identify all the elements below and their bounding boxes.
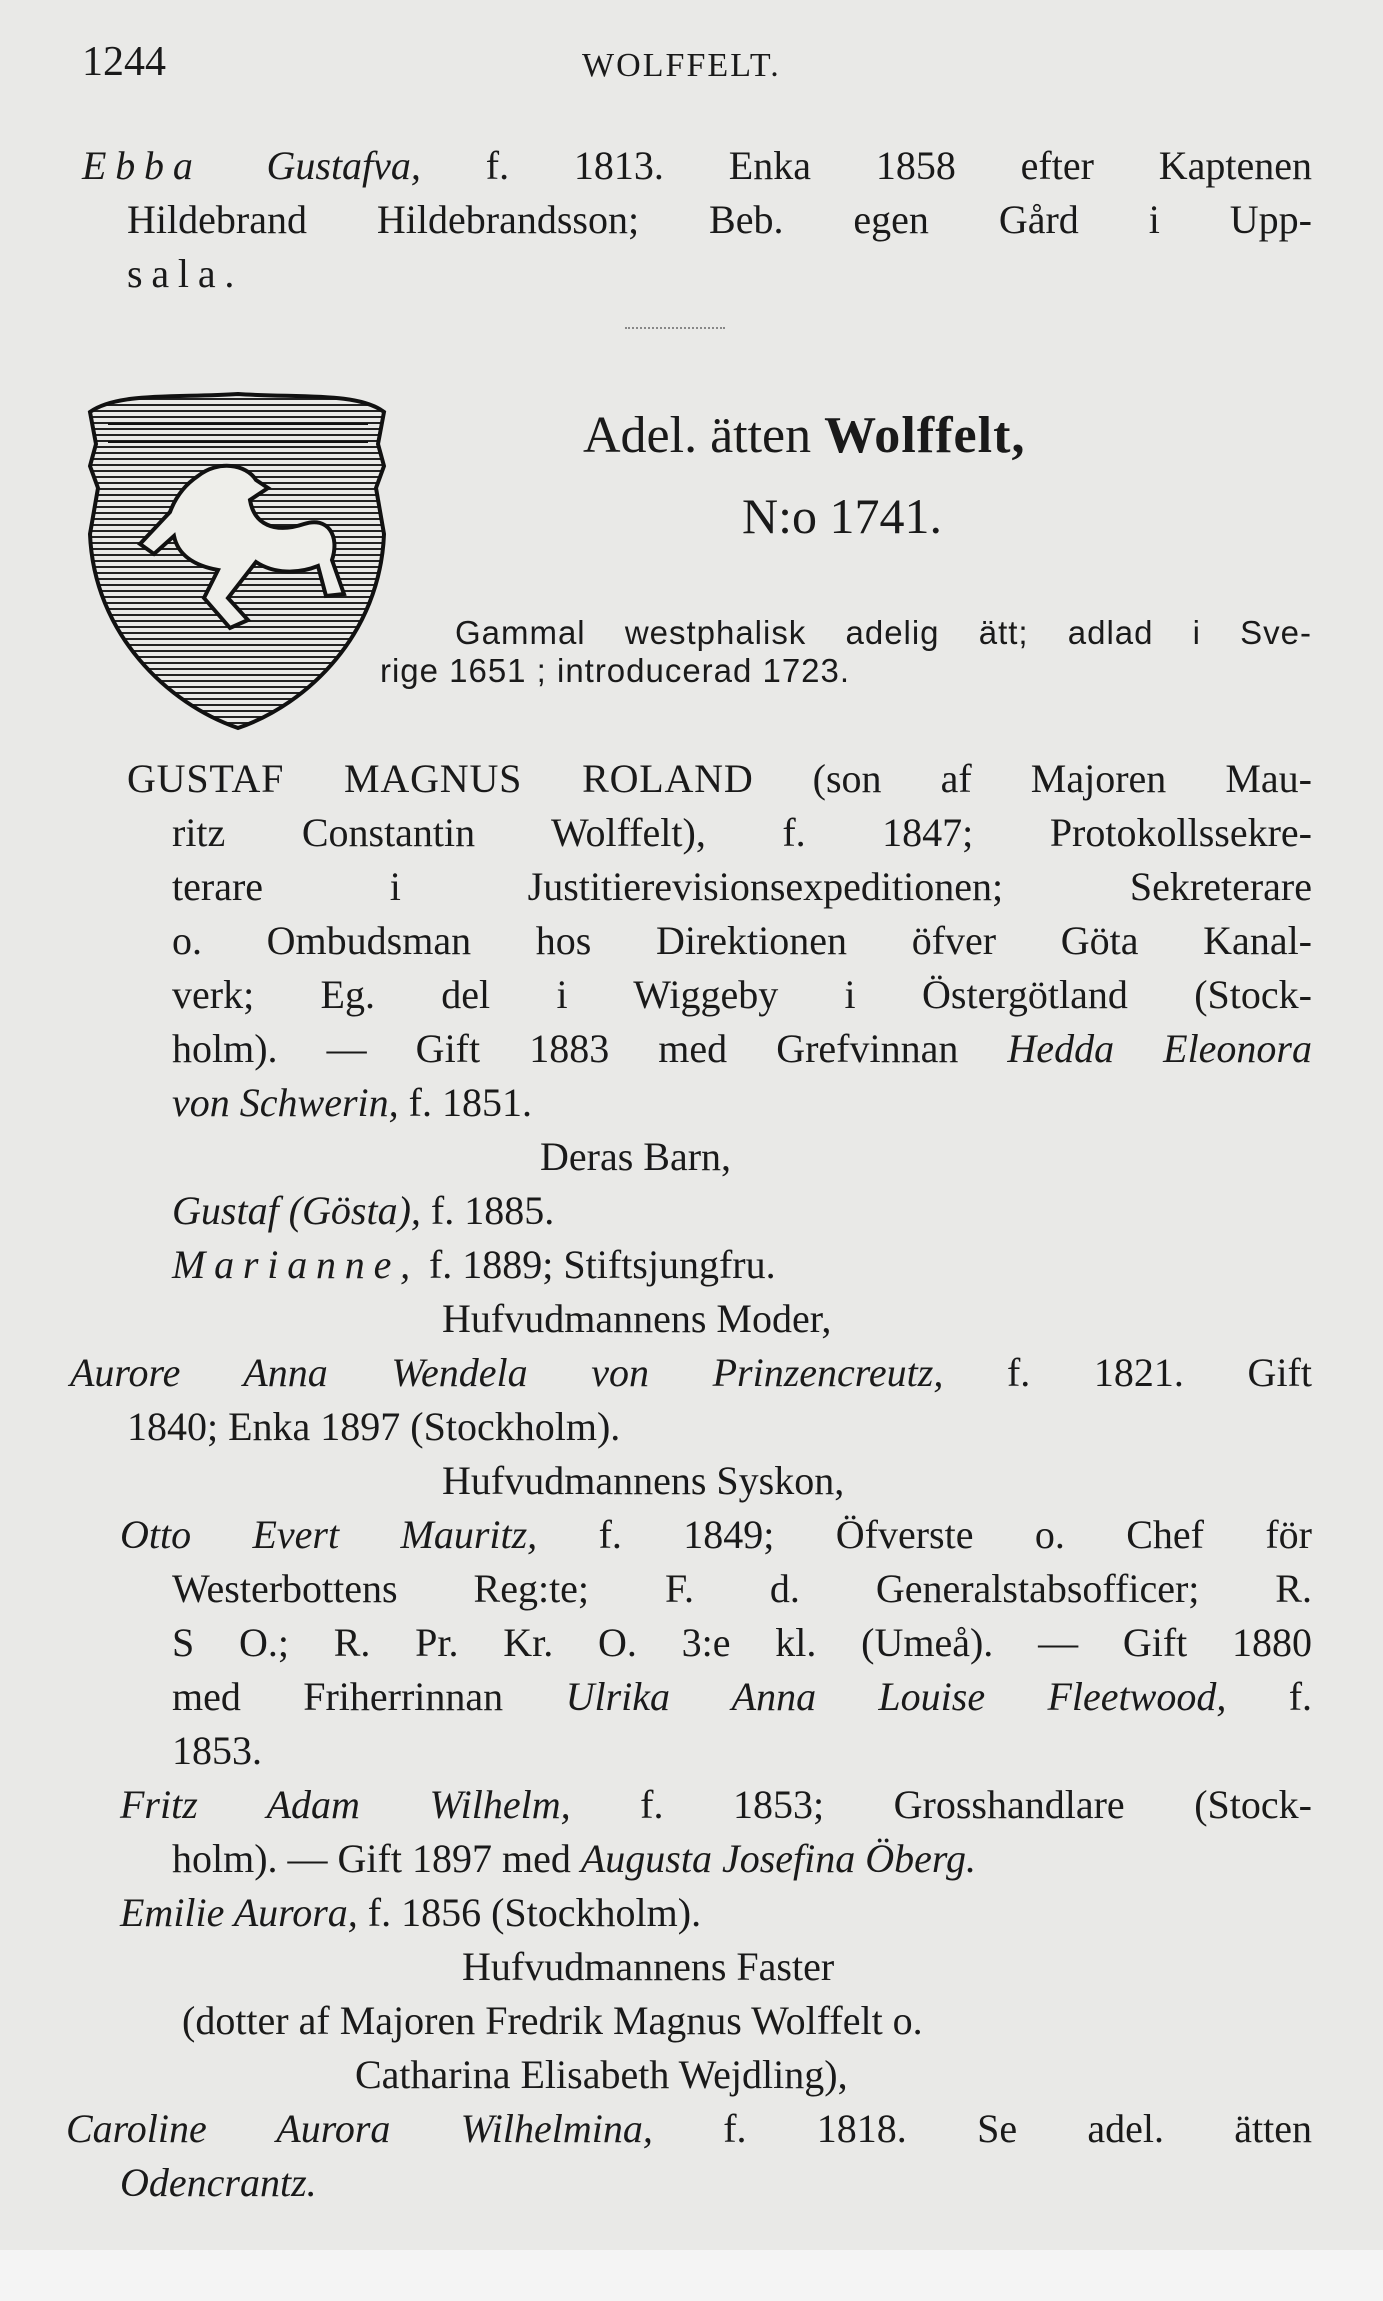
family-description-line-1: Gammal westphalisk adelig ätt; adlad i Sve- [455, 614, 1312, 651]
head-of-family-line-6: holm). — Gift 1883 med Grefvinnan Hedda Eleonora [172, 1026, 1312, 1071]
aunt-heading: Hufvudmannens Faster [462, 1944, 835, 1989]
prev-entry-name: Ebba [82, 143, 202, 188]
section-separator [625, 327, 725, 329]
aunt-line-2: Catharina Elisabeth Wejdling), [355, 2052, 848, 2097]
sibling-otto-name: Otto Evert Mauritz, [120, 1512, 538, 1557]
child-marianne: Marianne, f. 1889; Stiftsjungfru. [172, 1242, 776, 1287]
head-of-family-line-4: o. Ombudsman hos Direktionen öfver Göta Kanal- [172, 918, 1312, 963]
sibling-otto-line-5: 1853. [172, 1728, 262, 1773]
aunt-line-4: Odencrantz. [120, 2160, 317, 2205]
sibling-emilie: Emilie Aurora, f. 1856 (Stockholm). [120, 1890, 702, 1935]
head-of-family-name: GUSTAF MAGNUS ROLAND [127, 756, 754, 801]
head-of-family-line-3: terare i Justitierevisionsexpeditionen; Sekreterare [172, 864, 1312, 909]
mother-name: Aurore Anna Wendela von Prinzencreutz, [70, 1350, 944, 1395]
siblings-heading: Hufvudmannens Syskon, [442, 1458, 845, 1503]
sibling-fritz-name: Fritz Adam Wilhelm, [120, 1782, 571, 1827]
running-head: WOLFFELT. [582, 47, 781, 84]
family-title: Adel. ätten Wolffelt, [583, 407, 1026, 464]
sibling-otto-line-2: Westerbottens Reg:te; F. d. Generalstabsofficer; R. [172, 1566, 1312, 1611]
aunt-line-3: Caroline Aurora Wilhelmina, f. 1818. Se adel. ätten [66, 2106, 1313, 2151]
coat-of-arms-icon [78, 384, 396, 734]
sibling-otto-line-3: S O.; R. Pr. Kr. O. 3:e kl. (Umeå). — Gift 1880 [172, 1620, 1312, 1665]
family-description-line-2: rige 1651 ; introducerad 1723. [380, 652, 851, 689]
prev-entry-line-2: Hildebrand Hildebrandsson; Beb. egen Gård i Upp- [127, 197, 1312, 242]
head-of-family-line-7: von Schwerin, f. 1851. [172, 1080, 532, 1125]
prev-entry-line-1: Ebba Gustafva, f. 1813. Enka 1858 efter Kaptenen [82, 143, 1313, 188]
prev-entry-line-3: sala. [127, 251, 244, 296]
mother-heading: Hufvudmannens Moder, [442, 1296, 832, 1341]
sibling-fritz-line-2: holm). — Gift 1897 med Augusta Josefina Öberg. [172, 1836, 976, 1881]
family-name: Wolffelt, [824, 407, 1026, 464]
aunt-name: Caroline Aurora Wilhelmina, [66, 2106, 653, 2151]
spouse-name: Hedda Eleonora [1007, 1026, 1312, 1071]
sibling-emilie-name: Emilie Aurora, [120, 1890, 358, 1935]
head-of-family-line-5: verk; Eg. del i Wiggeby i Östergötland (Stock- [172, 972, 1312, 1017]
head-of-family-line-1: GUSTAF MAGNUS ROLAND (son af Majoren Mau- [127, 756, 1312, 801]
sibling-otto-line-1: Otto Evert Mauritz, f. 1849; Öfverste o. Chef för [120, 1512, 1312, 1557]
children-heading: Deras Barn, [540, 1134, 732, 1179]
child-gustaf: Gustaf (Gösta), f. 1885. [172, 1188, 555, 1233]
head-of-family-line-2: ritz Constantin Wolffelt), f. 1847; Protokollssekre- [172, 810, 1312, 855]
sibling-otto-line-4: med Friherrinnan Ulrika Anna Louise Fleetwood, f. [172, 1674, 1313, 1719]
page-number: 1244 [82, 39, 166, 85]
mother-line-2: 1840; Enka 1897 (Stockholm). [127, 1404, 621, 1449]
aunt-line-1: (dotter af Majoren Fredrik Magnus Wolffelt o. [182, 1998, 923, 2043]
scan-margin [0, 2250, 1383, 2301]
sibling-fritz-line-1: Fritz Adam Wilhelm, f. 1853; Grosshandlare (Stock- [120, 1782, 1312, 1827]
mother-line-1: Aurore Anna Wendela von Prinzencreutz, f. 1821. Gift [70, 1350, 1312, 1395]
family-number: N:o 1741. [742, 488, 942, 544]
